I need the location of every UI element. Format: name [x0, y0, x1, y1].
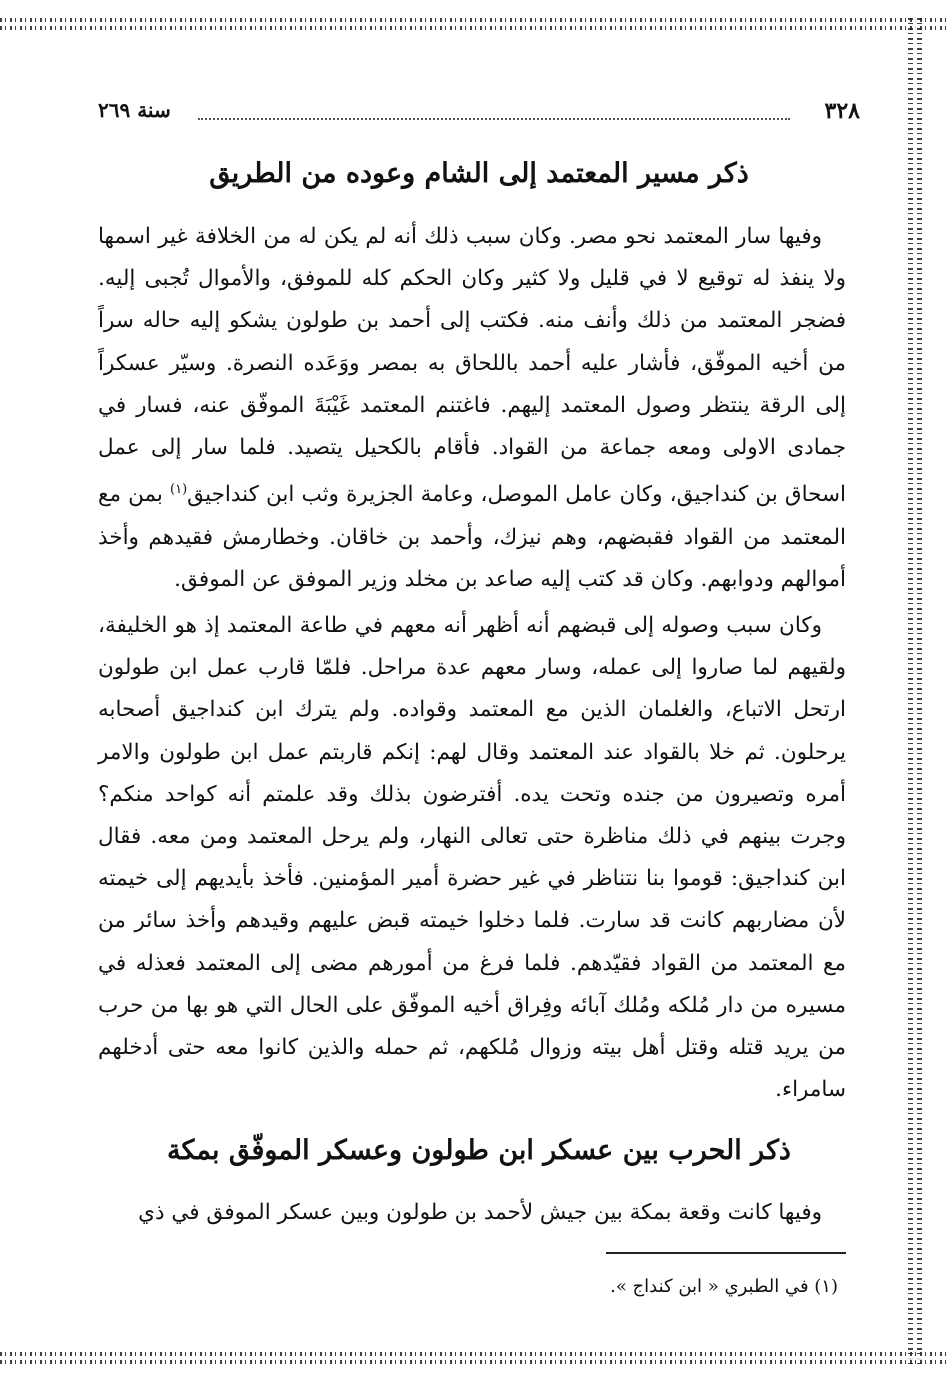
section-heading: ذكر مسير المعتمد إلى الشام وعوده من الطريق [209, 158, 749, 189]
header-dotted-rule [198, 118, 790, 120]
running-header [98, 98, 860, 128]
ornamental-border-top [0, 18, 947, 30]
footnote: (١) في الطبري « ابن كنداج ». [610, 1276, 838, 1297]
body-paragraph: وفيها كانت وقعة بمكة بين جيش لأحمد بن طولون وبين عسكر الموفق في ذي [138, 1200, 822, 1225]
footnote-reference: (١) [170, 482, 188, 498]
ornamental-border-bottom [0, 1352, 947, 1364]
body-paragraph: وكان سبب وصوله إلى قبضهم أنه أظهر أنه معهم في طاعة المعتمد إذ هو الخليفة، ولقيهم لما صاروا إلى عمله، وسار معهم عدة مراحل. فلمّا قارب عمل ابن طولون ارتحل الاتباع، والغلمان الذين مع المعتمد وقواده. ولم يترك ابن كنداجيق أصحابه يرحلون. ثم خلا بالقواد عند المعتمد وقال لهم: إنكم قاربتم عمل ابن طولون والامر أمره وتصيرون من جنده وتحت يده. أفترضون بذلك وقد علمتم أنه كواحد منكم؟ وجرت بينهم في ذلك مناظرة حتى تعالى النهار، ولم يرحل المعتمد ومن معه. فقال ابن كنداجيق: قوموا بنا نتناظر في غير حضرة أمير المؤمنين. فأخذ بأيديهم إلى خيمته لأن مضاربهم كانت قد سارت. فلما دخلوا خيمته قبض عليهم وقيدهم وأخذ سائر من مع المعتمد من القواد فقيّدهم. فلما فرغ من أمورهم مضى إلى المعتمد فعذله في مسيره من دار مُلكه ومُلك آبائه وفِراق أخيه الموفّق على الحال التي هو بها من حرب من يريد قتله وقتل أهل بيته وزوال مُلكهم، ثم حمله والذين كانوا معه حتى أدخلهم سامراء. [98, 613, 846, 1103]
body-paragraph [98, 216, 846, 601]
page-number: ٣٢٨ [824, 98, 860, 124]
paragraph-text: بمن مع المعتمد من القواد فقبضهم، وهم نيزك، وأحمد بن خاقان. وخطارمش فقيدهم وأخذ أموالهم ودوابهم. وكان قد كتب إليه صاعد بن مخلد وزير الموفق عن الموفق. [98, 482, 846, 592]
section-heading: ذكر الحرب بين عسكر ابن طولون وعسكر الموفّق بمكة [167, 1135, 791, 1166]
footnote-separator [606, 1252, 846, 1254]
year-label: سنة ٢٦٩ [98, 98, 171, 122]
ornamental-border-right [908, 18, 922, 1364]
paragraph-text: وفيها سار المعتمد نحو مصر. وكان سبب ذلك أنه لم يكن له من الخلافة غير اسمها ولا ينفذ له توقيع لا في قليل ولا كثير وكان الحكم كله للموفق، والأموال تُجبى إليه. فضجر المعتمد من ذلك وأنف منه. فكتب إلى أحمد بن طولون يشكو إليه حاله سراً من أخيه الموفّق، فأشار عليه أحمد باللحاق به بمصر ووَعَده النصرة. وسيّر عسكراً إلى الرقة ينتظر وصول المعتمد إليهم. فاغتنم المعتمد غَيْبَةَ الموفّق عنه، فسار في جمادى الاولى ومعه جماعة من القواد. فأقام بالكحيل يتصيد. فلما سار إلى عمل اسحاق بن كنداجيق، وكان عامل الموصل، وعامة الجزيرة وثب ابن كنداجيق [98, 224, 846, 508]
